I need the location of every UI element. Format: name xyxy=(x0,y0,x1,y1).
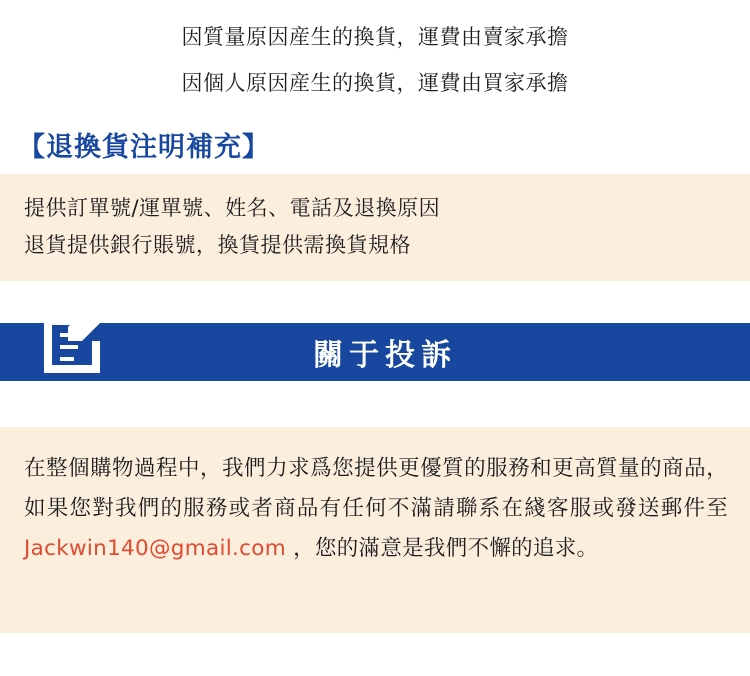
return-policy-lines xyxy=(0,0,750,107)
contact-email[interactable]: Jackwin140@gmail.com xyxy=(24,535,286,561)
notes-section-heading: 【退換貨注明補充】 xyxy=(18,131,270,163)
complaint-banner-title: 關于投訴 xyxy=(313,338,457,374)
policy-line: 因質量原因産生的換貨，運費由賣家承擔 xyxy=(181,25,569,49)
policy-line: 因個人原因産生的換貨，運費由買家承擔 xyxy=(181,71,569,96)
notes-row: 提供訂單號/運單號、姓名、電話及退換原因 xyxy=(24,195,441,220)
complaint-text-box xyxy=(0,427,750,633)
pencil-edit-icon xyxy=(38,295,116,377)
complaint-banner xyxy=(0,323,750,385)
notes-info-box xyxy=(0,174,750,282)
notes-row: 退貨提供銀行賬號，換貨提供需換貨規格 xyxy=(24,232,411,257)
complaint-text-before: 在整個購物過程中，我們力求爲您提供更優質的服務和更高質量的商品，如果您對我們的服務或者商品有任何不滿請聯系在綫客服或發送郵件至 xyxy=(24,456,728,522)
complaint-text-after: ，您的滿意是我們不懈的追求。 xyxy=(285,535,599,561)
complaint-paragraph xyxy=(24,449,728,568)
